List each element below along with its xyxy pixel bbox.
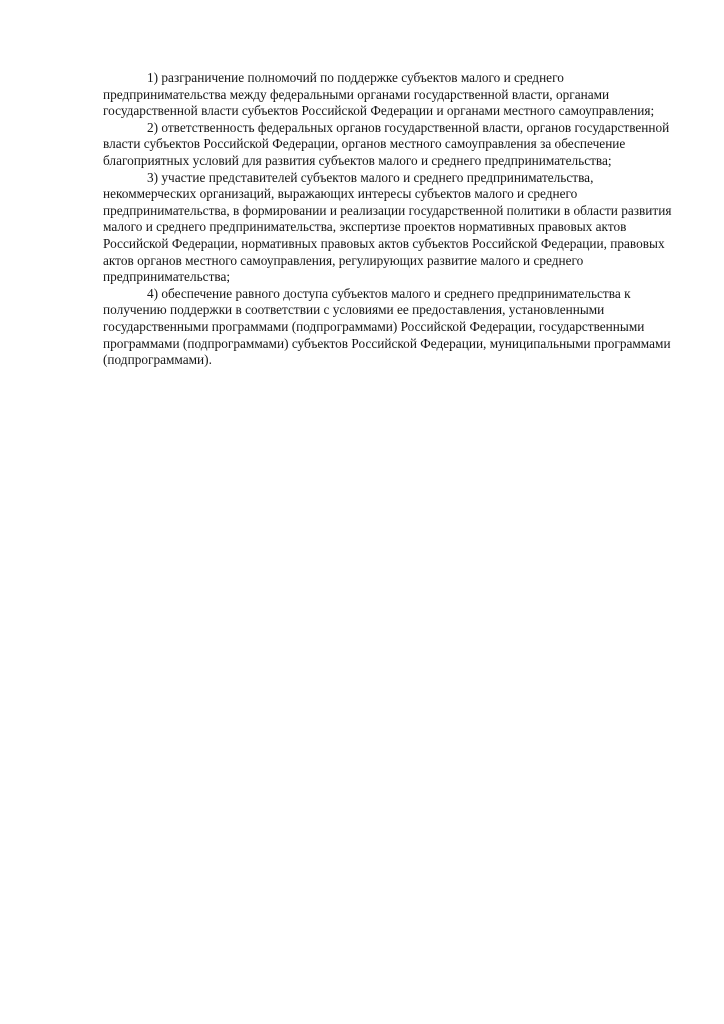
document-body <box>103 70 675 369</box>
paragraph-1: 1) разграничение полномочий по поддержке субъектов малого и среднего предпринимательства между федеральными органами государственной власти, органами государственной власти субъектов Российской Федерации и органами местного самоуправления; <box>103 70 655 119</box>
paragraph-3: 3) участие представителей субъектов малого и среднего предпринимательства, некоммерческих организаций, выражающих интересы субъектов малого и среднего предпринимательства, в формировании и реализации государственной политики в области развития малого и среднего предпринимательства, экспертизе проектов нормативных правовых актов Российской Федерации, нормативных правовых актов субъектов Российской Федерации, правовых актов органов местного самоуправления, регулирующих развитие малого и среднего предпринимательства; <box>103 169 672 285</box>
paragraph-4: 4) обеспечение равного доступа субъектов малого и среднего предпринимательства к получению поддержки в соответствии с условиями ее предоставления, установленными государственными программами (подпрограммами) Российской Федерации, государственными программами (подпрограммами) субъектов Российской Федерации, муниципальными программами (подпрограммами). <box>103 285 671 368</box>
paragraph-2: 2) ответственность федеральных органов государственной власти, органов государственной власти субъектов Российской Федерации, органов местного самоуправления за обеспечение благоприятных условий для развития субъектов малого и среднего предпринимательства; <box>103 119 670 168</box>
